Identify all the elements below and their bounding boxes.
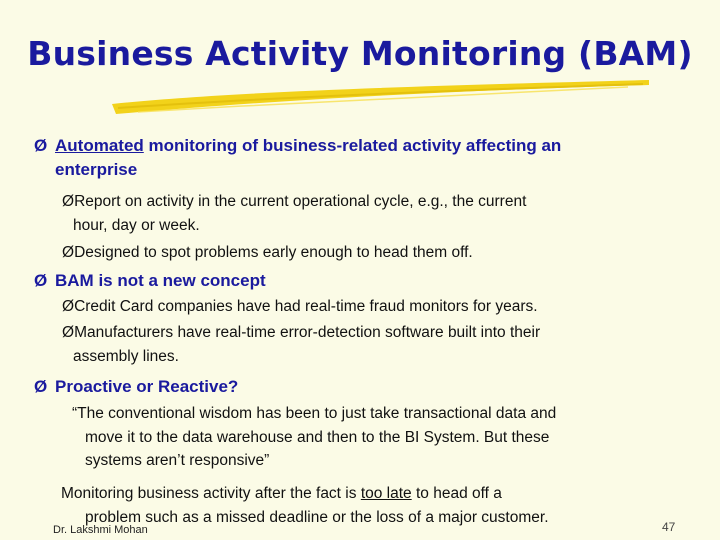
sub-bullet-text: Designed to spot problems early enough to head them off.	[74, 244, 473, 261]
monitor-text: to head off a	[411, 485, 502, 502]
sub-bullet-credit-card	[62, 295, 682, 319]
arrow-bullet-icon: Ø	[34, 271, 48, 290]
bullet-text: monitoring of business-related activity affecting an	[143, 136, 562, 155]
sub-bullet-text: Manufacturers have real-time error-detection software built into their	[74, 324, 541, 341]
sub-bullet-report	[62, 190, 682, 238]
monitoring-paragraph	[61, 482, 681, 529]
arrow-bullet-icon: Ø	[34, 377, 48, 396]
footer-author: Dr. Lakshmi Mohan	[53, 524, 148, 536]
quote-line: systems aren’t responsive”	[85, 452, 270, 469]
bullet-text: Proactive or Reactive?	[55, 377, 239, 396]
title-underline-brushstroke	[108, 78, 653, 118]
arrow-bullet-icon: Ø	[62, 193, 75, 210]
monitor-line: problem such as a missed deadline or the loss of a major customer.	[85, 508, 549, 526]
quote-block	[62, 402, 682, 473]
quote-line: move it to the data warehouse and then to the BI System. But these	[85, 428, 550, 446]
bullet-text-cont: enterprise	[55, 160, 138, 179]
arrow-bullet-icon: Ø	[34, 136, 48, 155]
bullet-text: BAM is not a new concept	[55, 271, 266, 290]
sub-bullet-text: Report on activity in the current operational cycle, e.g., the current	[74, 193, 527, 210]
arrow-bullet-icon: Ø	[62, 324, 75, 341]
sub-bullet-designed	[62, 241, 682, 265]
sub-bullet-text: Credit Card companies have had real-time fraud monitors for years.	[74, 298, 538, 315]
slide-title: Business Activity Monitoring (BAM)	[27, 34, 693, 73]
monitor-emphasis: too late	[360, 485, 412, 502]
arrow-bullet-icon: Ø	[62, 244, 75, 261]
sub-bullet-text-cont: hour, day or week.	[73, 217, 200, 234]
arrow-bullet-icon: Ø	[62, 298, 75, 315]
sub-bullet-text-cont: assembly lines.	[73, 348, 179, 365]
sub-bullet-manufacturers	[62, 321, 682, 369]
bullet-lead-word: Automated	[55, 136, 144, 155]
page-number: 47	[662, 520, 676, 534]
quote-line: “The conventional wisdom has been to just take transactional data and	[72, 405, 557, 422]
monitor-text: Monitoring business activity after the fact is	[61, 485, 361, 502]
